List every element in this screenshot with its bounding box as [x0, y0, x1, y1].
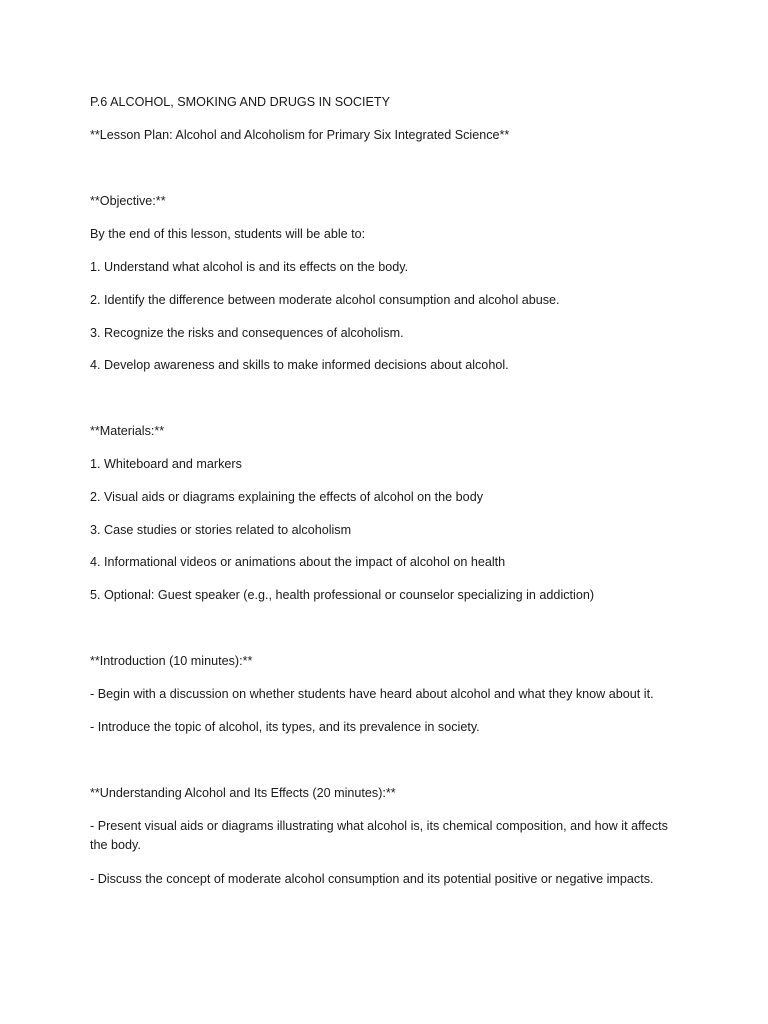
document-title: P.6 ALCOHOL, SMOKING AND DRUGS IN SOCIETY	[90, 95, 390, 109]
objective-item: 1. Understand what alcohol is and its effects on the body.	[90, 260, 409, 274]
objective-item: 4. Develop awareness and skills to make informed decisions about alcohol.	[90, 358, 509, 372]
understanding-item: - Discuss the concept of moderate alcohol consumption and its potential positive or negative impacts.	[90, 872, 654, 886]
materials-item: 2. Visual aids or diagrams explaining the effects of alcohol on the body	[90, 490, 483, 504]
materials-item: 1. Whiteboard and markers	[90, 457, 242, 471]
materials-heading: **Materials:**	[90, 424, 165, 438]
materials-item: 3. Case studies or stories related to alcoholism	[90, 523, 352, 537]
materials-item: 5. Optional: Guest speaker (e.g., health professional or counselor specializing in addiction)	[90, 588, 595, 602]
objective-item: 3. Recognize the risks and consequences of alcoholism.	[90, 326, 404, 340]
objective-heading: **Objective:**	[90, 194, 166, 208]
understanding-item: - Present visual aids or diagrams illustrating what alcohol is, its chemical composition, and how it affects the body.	[90, 819, 668, 852]
introduction-item: - Begin with a discussion on whether students have heard about alcohol and what they know about it.	[90, 687, 654, 701]
materials-item: 4. Informational videos or animations about the impact of alcohol on health	[90, 555, 506, 569]
introduction-item: - Introduce the topic of alcohol, its types, and its prevalence in society.	[90, 720, 480, 734]
objective-item: 2. Identify the difference between moderate alcohol consumption and alcohol abuse.	[90, 293, 560, 307]
understanding-heading: **Understanding Alcohol and Its Effects (20 minutes):**	[90, 786, 396, 800]
lesson-plan-subtitle: **Lesson Plan: Alcohol and Alcoholism for Primary Six Integrated Science**	[90, 128, 510, 142]
objective-intro: By the end of this lesson, students will be able to:	[90, 227, 366, 241]
introduction-heading: **Introduction (10 minutes):**	[90, 654, 253, 668]
